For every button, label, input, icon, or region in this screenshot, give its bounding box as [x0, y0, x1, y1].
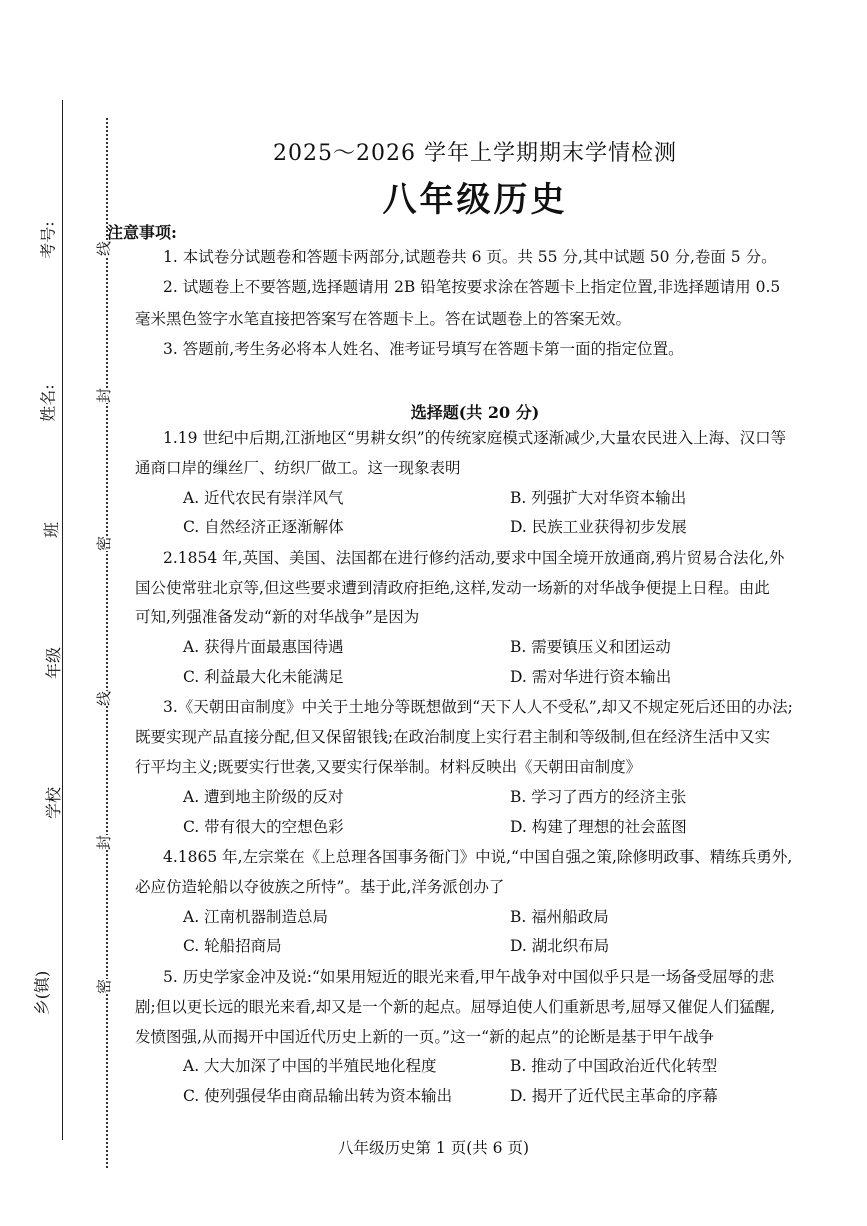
binding-solid-line — [62, 100, 63, 1140]
section-heading: 选择题(共 20 分) — [410, 403, 540, 422]
question-4-option-b: B. 福州船政局 — [510, 908, 609, 926]
notice-line: 2. 试题卷上不要答题,选择题请用 2B 铅笔按要求涂在答题卡上指定位置,非选择题请用 0.5 — [163, 278, 781, 296]
question-4-option-d: D. 湖北织布局 — [510, 937, 610, 955]
field-exam-number-label: 考号: — [38, 221, 58, 259]
question-4-option-a: A. 江南机器制造总局 — [183, 908, 329, 926]
question-5-option-c: C. 使列强侵华由商品输出转为资本输出 — [183, 1087, 453, 1105]
question-5-stem: 剧;但以更长远的眼光来看,却又是一个新的起点。屈辱迫使人们重新思考,屈辱又催促人们猛醒, — [135, 998, 776, 1016]
question-3-stem: 既要实现产品直接分配,但又保留银钱;在政治制度上实行君主制和等级制,但在经济生活中又实 — [135, 728, 771, 746]
question-2-option-c: C. 利益最大化未能满足 — [183, 668, 344, 686]
question-1-option-d: D. 民族工业获得初步发展 — [510, 518, 687, 536]
seal-char-mi-1: 密 — [95, 535, 114, 552]
question-1-stem: 通商口岸的缫丝厂、纺织厂做工。这一现象表明 — [135, 459, 461, 477]
field-township-label: 乡(镇) — [32, 970, 52, 1016]
question-3-option-a: A. 遭到地主阶级的反对 — [183, 788, 344, 806]
notice-line: 3. 答题前,考生务必将本人姓名、准考证号填写在答题卡第一面的指定位置。 — [163, 340, 684, 358]
seal-char-xian-1: 线 — [95, 240, 114, 257]
question-3-option-c: C. 带有很大的空想色彩 — [183, 818, 344, 836]
field-class — [44, 522, 60, 538]
question-4-stem: 4.1865 年,左宗棠在《上总理各国事务衙门》中说,“中国自强之策,除修明政事、精练兵勇外, — [163, 848, 793, 866]
binding-margin — [0, 0, 125, 1226]
question-1-option-a: A. 近代农民有崇洋风气 — [183, 489, 344, 507]
field-class-label: 班 — [42, 521, 62, 539]
seal-char-xian-2: 线 — [95, 690, 114, 707]
exam-title: 2025～2026 学年上学期期末学情检测 — [273, 141, 677, 166]
question-1-stem: 1.19 世纪中后期,江浙地区“男耕女织”的传统家庭模式逐渐减少,大量农民进入上海、汉口等 — [163, 429, 787, 447]
notice-line: 1. 本试卷分试题卷和答题卡两部分,试题卷共 6 页。共 55 分,其中试题 50 分,卷面 5 分。 — [163, 248, 777, 266]
page-footer: 八年级历史第 1 页(共 6 页) — [337, 1139, 530, 1157]
question-2-option-a: A. 获得片面最惠国待遇 — [183, 638, 344, 656]
question-4-stem: 必应仿造轮船以夺彼族之所恃”。基于此,洋务派创办了 — [135, 878, 505, 896]
question-2-option-d: D. 需对华进行资本输出 — [510, 668, 672, 686]
question-5-option-b: B. 推动了中国政治近代化转型 — [510, 1057, 718, 1075]
field-name — [38, 384, 58, 422]
question-3-stem: 3.《天朝田亩制度》中关于土地分等既想做到“天下人人不受私”,却又不规定死后还田的办法; — [163, 698, 793, 716]
question-5-option-a: A. 大大加深了中国的半殖民地化程度 — [183, 1057, 437, 1075]
binding-seal-line — [106, 118, 108, 1168]
field-name-label: 姓名: — [38, 384, 58, 422]
question-5-stem: 发愤图强,从而揭开中国近代历史上新的一页。”这一“新的起点”的论断是基于甲午战争 — [135, 1028, 714, 1046]
question-3-option-d: D. 构建了理想的社会蓝图 — [510, 818, 687, 836]
question-1-option-c: C. 自然经济正逐渐解体 — [183, 518, 344, 536]
question-3-option-b: B. 学习了西方的经济主张 — [510, 788, 687, 806]
seal-char-feng-1: 封 — [95, 387, 114, 404]
question-4-option-c: C. 轮船招商局 — [183, 937, 282, 955]
field-grade-label: 年级 — [44, 646, 64, 680]
notice-line: 毫米黑色签字水笔直接把答案写在答题卡上。答在试题卷上的答案无效。 — [135, 310, 632, 328]
question-1-option-b: B. 列强扩大对华资本输出 — [510, 489, 687, 507]
question-3-stem: 行平均主义;既要实行世袭,又要实行保举制。材料反映出《天朝田亩制度》 — [135, 758, 642, 776]
question-5-stem: 5. 历史学家金冲及说:“如果用短近的眼光来看,甲午战争对中国似乎只是一场备受屈辱的悲 — [163, 968, 775, 986]
question-2-stem: 国公使常驻北京等,但这些要求遭到清政府拒绝,这样,发动一场新的对华战争便提上日程。由此 — [135, 579, 770, 597]
question-2-stem: 2.1854 年,英国、美国、法国都在进行修约活动,要求中国全境开放通商,鸦片贸易合法化,外 — [163, 549, 785, 567]
question-2-stem: 可知,列强准备发动“新的对华战争”是因为 — [135, 608, 420, 626]
field-school — [46, 787, 62, 819]
seal-char-feng-2: 封 — [95, 834, 114, 851]
notice-heading: 注意事项: — [107, 223, 177, 242]
question-5-option-d: D. 揭开了近代民主革命的序幕 — [510, 1087, 718, 1105]
question-2-option-b: B. 需要镇压义和团运动 — [510, 638, 671, 656]
field-school-label: 学校 — [44, 786, 64, 820]
field-grade — [46, 647, 62, 679]
field-exam-number — [38, 221, 58, 259]
field-township — [34, 971, 50, 1016]
seal-char-mi-2: 密 — [95, 978, 114, 995]
subject-title: 八年级历史 — [382, 180, 568, 220]
